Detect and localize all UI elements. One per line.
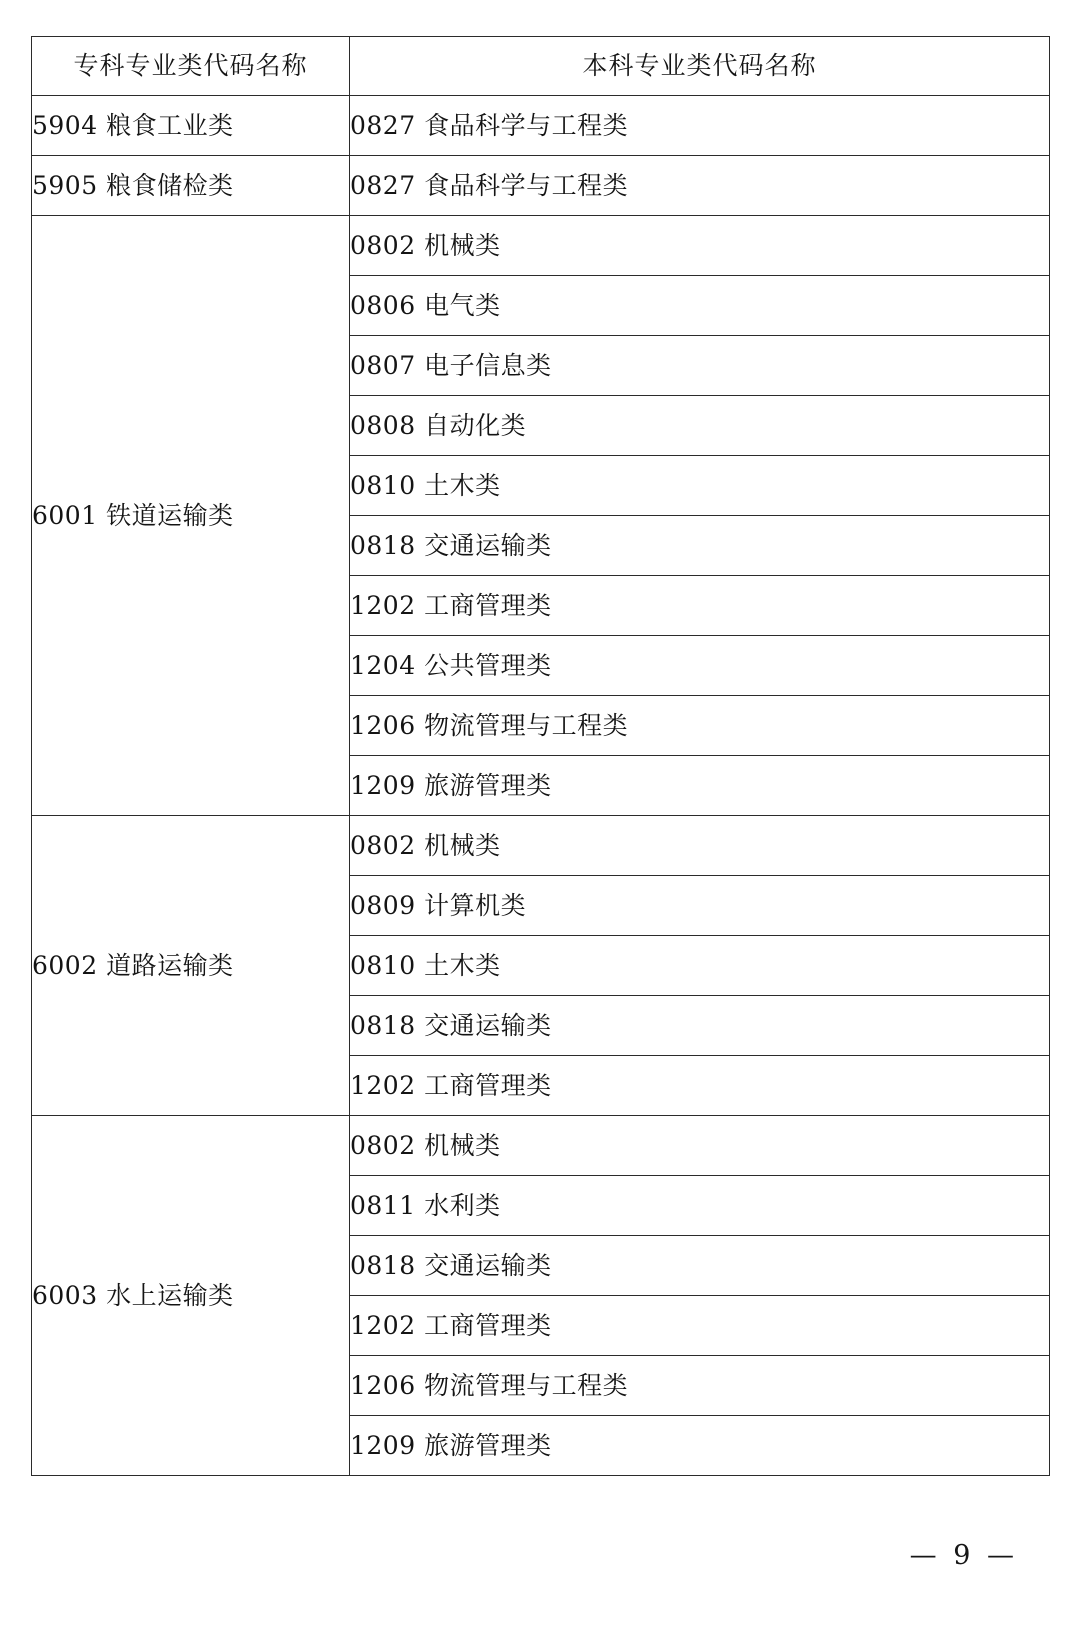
undergraduate-category-cell: 1206 物流管理与工程类 xyxy=(350,1356,1050,1416)
table-row xyxy=(32,156,1050,216)
table-row xyxy=(32,816,1050,876)
undergraduate-category-cell: 1202 工商管理类 xyxy=(350,576,1050,636)
undergraduate-category-cell: 0806 电气类 xyxy=(350,276,1050,336)
undergraduate-category-cell: 1202 工商管理类 xyxy=(350,1296,1050,1356)
undergraduate-category-cell: 0802 机械类 xyxy=(350,816,1050,876)
undergraduate-category-cell: 0807 电子信息类 xyxy=(350,336,1050,396)
table-row xyxy=(32,1116,1050,1176)
undergraduate-category-cell: 0809 计算机类 xyxy=(350,876,1050,936)
undergraduate-category-cell: 1202 工商管理类 xyxy=(350,1056,1050,1116)
specialist-category-cell: 6003 水上运输类 xyxy=(32,1116,350,1476)
undergraduate-category-cell: 1204 公共管理类 xyxy=(350,636,1050,696)
undergraduate-category-cell: 0818 交通运输类 xyxy=(350,996,1050,1056)
undergraduate-category-cell: 1209 旅游管理类 xyxy=(350,756,1050,816)
undergraduate-category-cell: 0818 交通运输类 xyxy=(350,516,1050,576)
undergraduate-category-cell: 0827 食品科学与工程类 xyxy=(350,96,1050,156)
undergraduate-category-cell: 1209 旅游管理类 xyxy=(350,1416,1050,1476)
column-header-undergraduate: 本科专业类代码名称 xyxy=(350,37,1050,96)
column-header-specialist: 专科专业类代码名称 xyxy=(32,37,350,96)
undergraduate-category-cell: 1206 物流管理与工程类 xyxy=(350,696,1050,756)
table-header-row xyxy=(32,37,1050,96)
undergraduate-category-cell: 0810 土木类 xyxy=(350,936,1050,996)
page-number: — 9 — xyxy=(909,1540,1018,1571)
table-row xyxy=(32,216,1050,276)
table-body xyxy=(32,96,1050,1476)
undergraduate-category-cell: 0818 交通运输类 xyxy=(350,1236,1050,1296)
undergraduate-category-cell: 0808 自动化类 xyxy=(350,396,1050,456)
undergraduate-category-cell: 0810 土木类 xyxy=(350,456,1050,516)
major-category-mapping-table xyxy=(31,36,1050,1476)
specialist-category-cell: 6002 道路运输类 xyxy=(32,816,350,1116)
undergraduate-category-cell: 0802 机械类 xyxy=(350,216,1050,276)
table-header xyxy=(32,37,1050,96)
undergraduate-category-cell: 0811 水利类 xyxy=(350,1176,1050,1236)
table-row xyxy=(32,96,1050,156)
specialist-category-cell: 5904 粮食工业类 xyxy=(32,96,350,156)
undergraduate-category-cell: 0802 机械类 xyxy=(350,1116,1050,1176)
specialist-category-cell: 6001 铁道运输类 xyxy=(32,216,350,816)
undergraduate-category-cell: 0827 食品科学与工程类 xyxy=(350,156,1050,216)
specialist-category-cell: 5905 粮食储检类 xyxy=(32,156,350,216)
